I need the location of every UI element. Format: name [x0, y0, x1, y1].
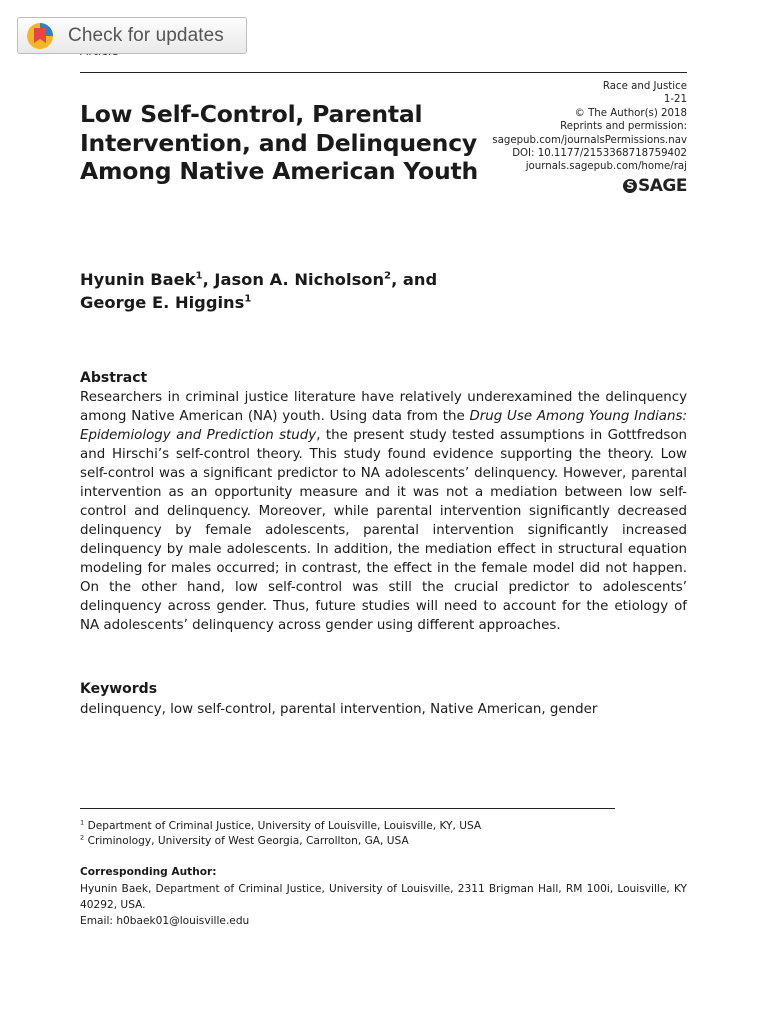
- journal-name: Race and Justice: [602, 81, 687, 92]
- corresponding-email[interactable]: Email: h0baek01@louisville.edu: [80, 915, 250, 927]
- affiliation-footnotes: [80, 819, 687, 849]
- author-name: George E. Higgins: [80, 293, 245, 312]
- abstract-text: , the present study tested assumptions in Gottfredson and Hirschi’s self-control theory. This study found evidence supporting the theory. Low self-control was a significant predictor to NA adolescents’ delinquency. However, parental intervention as an opportunity measure and it was not a mediation between low self-control and delinquency. Moreover, while parental intervention significantly decreased delinquency by female adolescents, parental intervention significantly increased delinquency by male adolescents. In addition, the mediation effect in structural equation modeling for males occurred; in contrast, the effect in the female model did not happen. On the other hand, low self-control was still the crucial predictor to adolescents’ delinquency across gender. Thus, future studies will need to account for the etiology of NA adolescents’ delinquency across gender using different approaches.: [80, 428, 687, 633]
- check-for-updates-label: Check for updates: [68, 24, 224, 46]
- footnote: [80, 819, 687, 834]
- abstract-text: Researchers in criminal justice literature have relatively underexamined the delinquency among Native American (NA) youth. Using data from the: [80, 390, 687, 424]
- footnote-number: 2: [80, 833, 85, 842]
- footnote-rule: [80, 808, 615, 809]
- crossmark-icon: [26, 22, 54, 50]
- abstract-heading: Abstract: [80, 370, 148, 386]
- paper-title: Low Self-Control, Parental Intervention, and Delinquency Among Native American Youth: [80, 100, 479, 185]
- corresponding-address: Hyunin Baek, Department of Criminal Justice, University of Louisville, 2311 Brigman Hall, RM 100i, Louisville, KY 40292, USA.: [80, 883, 687, 911]
- sage-logo: [623, 176, 687, 196]
- author-separator: ,: [202, 270, 215, 289]
- journal-homepage-link[interactable]: journals.sagepub.com/home/raj: [525, 161, 687, 173]
- author-list: [80, 268, 500, 314]
- footnote-number: 1: [80, 818, 85, 827]
- journal-info: [492, 80, 687, 174]
- footnote-text: Department of Criminal Justice, University of Louisville, Louisville, KY, USA: [87, 820, 482, 832]
- abstract-body: [80, 388, 687, 635]
- permissions-link[interactable]: sagepub.com/journalsPermissions.nav: [492, 134, 687, 146]
- sage-s-icon: S: [623, 179, 637, 193]
- sage-wordmark: SAGE: [638, 176, 687, 196]
- author-separator: , and: [391, 270, 438, 289]
- keywords-heading: Keywords: [80, 681, 158, 697]
- author-affiliation: 1: [195, 270, 203, 282]
- copyright: © The Author(s) 2018: [574, 107, 687, 119]
- page-range: 1-21: [663, 94, 687, 106]
- header-rule: [80, 72, 687, 73]
- author-name: Jason A. Nicholson: [214, 270, 385, 289]
- corresponding-author-heading: Corresponding Author:: [80, 866, 217, 878]
- corresponding-author-block: [80, 881, 687, 929]
- abstract-study-name: Drug Use Among Young Indians: Epidemiology and Prediction study: [80, 409, 687, 443]
- author-affiliation: 2: [384, 270, 392, 282]
- doi[interactable]: DOI: 10.1177/2153368718759402: [512, 148, 687, 160]
- author-affiliation: 1: [244, 293, 252, 305]
- footnote-text: Criminology, University of West Georgia, Carrollton, GA, USA: [87, 835, 409, 847]
- author-name: Hyunin Baek: [80, 270, 196, 289]
- check-for-updates-badge[interactable]: [17, 17, 247, 54]
- keywords-list: delinquency, low self-control, parental intervention, Native American, gender: [80, 702, 598, 717]
- reprints-label: Reprints and permission:: [560, 121, 687, 133]
- footnote: [80, 834, 687, 849]
